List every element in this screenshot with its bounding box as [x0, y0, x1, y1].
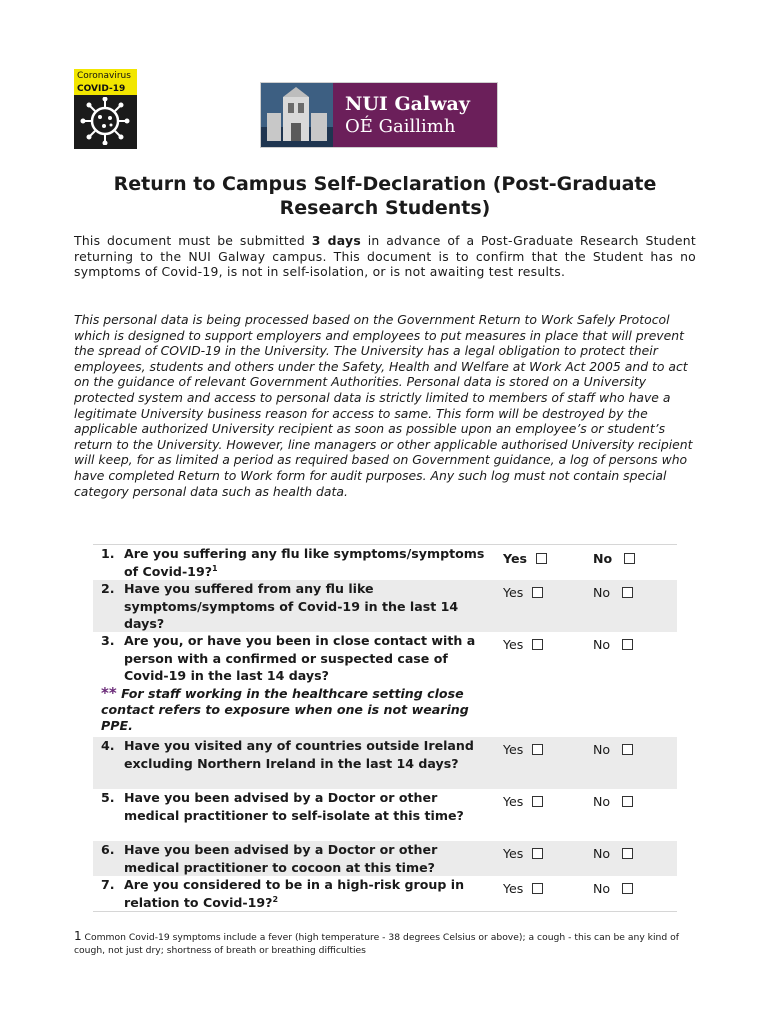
- question-text: Have you suffered from any flu like symptoms/symptoms of Covid-19 in the last 14 days?: [124, 581, 459, 631]
- nui-galway-logo: [260, 82, 498, 148]
- footnote: [74, 930, 704, 957]
- yes-checkbox[interactable]: [532, 796, 543, 807]
- question-row-7: 7. Are you considered to be in a high-risk group in relation to Covid-19?$^2$ Yes No: [93, 876, 677, 911]
- footnote-ref: 1: [212, 563, 218, 573]
- nui-logo-line1: NUI Galway: [345, 92, 470, 115]
- question-text: Are you, or have you been in close contact with a person with a confirmed or suspected case of Covid-19 in the last 14 days?: [124, 633, 476, 683]
- question-text: Have you been advised by a Doctor or other medical practitioner to self-isolate at this time?: [124, 790, 464, 823]
- no-checkbox[interactable]: [622, 744, 633, 755]
- deadline-emphasis: 3 days: [311, 233, 361, 248]
- question-row-3: 3. Are you, or have you been in close contact with a person with a confirmed or suspected case of Covid-19 in the last 14 days? ** For staff working in the healthcare setting close contact refers to exposure when one is not wearing PPE. Yes No: [93, 632, 677, 737]
- question-row-4: 4. Have you visited any of countries outside Ireland excluding Northern Ireland in the last 14 days? Yes No: [93, 737, 677, 789]
- footnote-text: Common Covid-19 symptoms include a fever (high temperature - 38 degrees Celsius or above); a cough - this can be any kind of cough, not just dry; shortness of breath or breathing difficulties: [74, 932, 679, 956]
- no-checkbox[interactable]: [622, 587, 633, 598]
- question-text: Are you suffering any flu like symptoms/symptoms of Covid-19?: [124, 546, 485, 579]
- yes-checkbox[interactable]: [532, 744, 543, 755]
- virus-icon: [80, 97, 130, 145]
- intro-paragraph: This document must be submitted 3 days in advance of a Post-Graduate Research Student returning to the NUI Galway campus. This document is to confirm that the Student has no symptoms of Covid-19, is not in self-isolation, or is not awaiting test results.: [74, 233, 696, 280]
- close-contact-note: ** For staff working in the healthcare setting close contact refers to exposure when one is not wearing PPE.: [101, 683, 469, 733]
- covid-logo-line2: COVID-19: [77, 84, 126, 94]
- no-checkbox[interactable]: [622, 848, 633, 859]
- footnote-ref: 2: [272, 894, 279, 904]
- yes-checkbox[interactable]: [532, 587, 543, 598]
- covid-logo-line1: Coronavirus: [77, 71, 131, 81]
- question-row-1: 1. Are you suffering any flu like symptoms/symptoms of Covid-19?$^1$ Yes No: [93, 545, 677, 580]
- no-checkbox[interactable]: [622, 639, 633, 650]
- question-row-6: 6. Have you been advised by a Doctor or other medical practitioner to cocoon at this time? Yes No: [93, 841, 677, 876]
- question-row-5: 5. Have you been advised by a Doctor or other medical practitioner to self-isolate at this time? Yes No: [93, 789, 677, 841]
- yes-checkbox[interactable]: [532, 848, 543, 859]
- no-checkbox[interactable]: [622, 796, 633, 807]
- no-checkbox[interactable]: [624, 553, 635, 564]
- question-text: Have you visited any of countries outside Ireland excluding Northern Ireland in the last 14 days?: [124, 738, 474, 771]
- declaration-questions: [93, 544, 677, 912]
- yes-checkbox[interactable]: [532, 639, 543, 650]
- covid-19-logo: [74, 69, 137, 149]
- yes-checkbox[interactable]: [532, 883, 543, 894]
- nui-logo-line2: OÉ Gaillimh: [345, 115, 456, 137]
- privacy-notice: This personal data is being processed based on the Government Return to Work Safely Protocol which is designed to support employers and employees to put measures in place that will prevent the spread of COVID-19 in the University. The University has a legal obligation to protect their employees, students and others under the Safety, Health and Welfare at Work Act 2005 and to act on the guidance of relevant Government Authorities. Personal data is stored on a University protected system and access to personal data is strictly limited to members of staff who have a legitimate University business reason for access to same. This form will be destroyed by the applicable authorized University recipient as soon as possible upon an employee’s or student’s return to the University. However, line managers or other applicable authorised University recipient will keep, for as limited a period as required based on Government guidance, a log of persons who have completed Return to Work form for audit purposes. Any such log must not contain special category personal data such as health data.: [74, 312, 693, 499]
- question-row-2: 2. Have you suffered from any flu like symptoms/symptoms of Covid-19 in the last 14 days? Yes No: [93, 580, 677, 632]
- question-text: Are you considered to be in a high-risk group in relation to Covid-19?: [124, 877, 465, 910]
- no-checkbox[interactable]: [622, 883, 633, 894]
- quadrangle-tower-image: [261, 83, 333, 147]
- question-text: Have you been advised by a Doctor or other medical practitioner to cocoon at this time?: [124, 842, 438, 875]
- page-title: Return to Campus Self-Declaration (Post-Graduate Research Students): [113, 173, 657, 219]
- footnote-number: 1: [74, 929, 82, 943]
- yes-checkbox[interactable]: [536, 553, 547, 564]
